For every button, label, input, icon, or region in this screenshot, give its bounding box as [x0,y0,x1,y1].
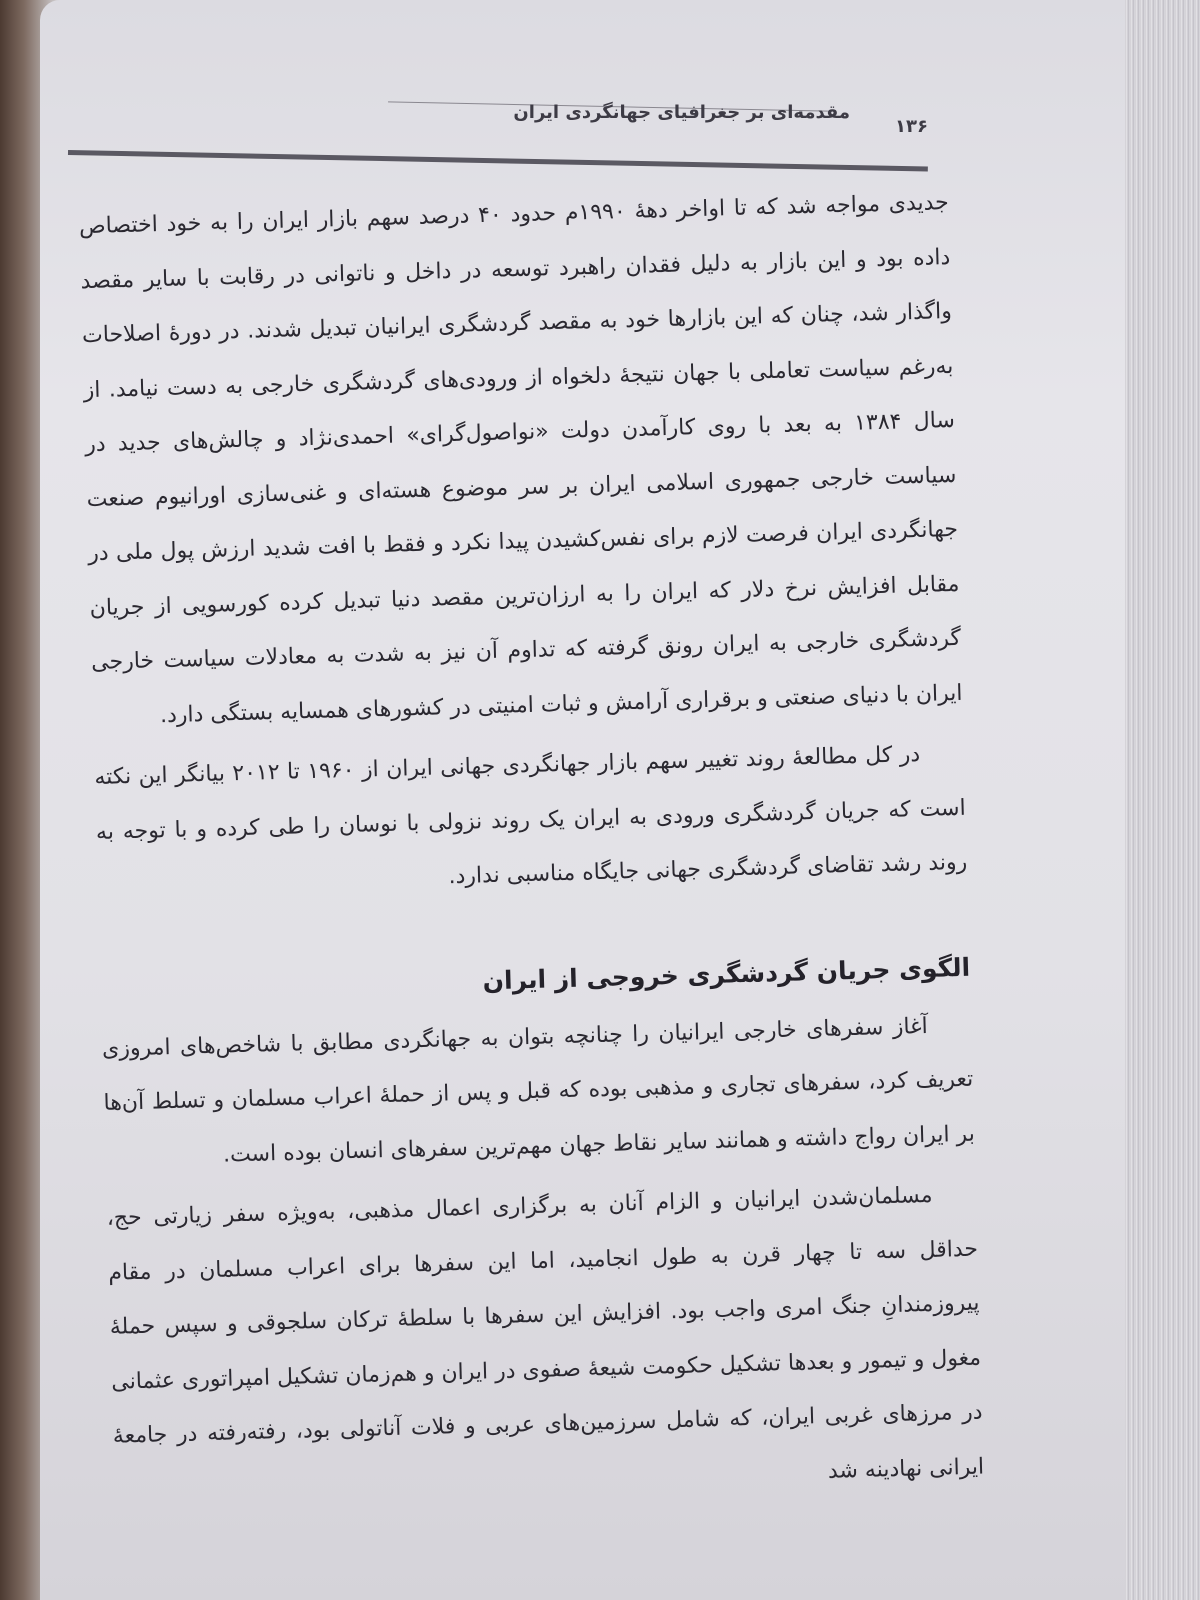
body-paragraph: جدیدی مواجه شد که تا اواخر دهۀ ۱۹۹۰م حدود ۴۰ درصد سهم بازار ایران را به خود اختصاص داده بود و این بازار به دلیل فقدان راهبرد توسعه در داخل و ناتوانی در رقابت با سایر مقصد واگذار شد، چنان که این بازارها خود به مقصد گردشگری ایرانیان تبدیل شدند. در دورۀ اصلاحات به‌رغم سیاست تعاملی با جهان نتیجۀ دلخواه از ورودی‌های گردشگری خارجی به دست نیامد. از سال ۱۳۸۴ به بعد با روی کارآمدن دولت «نواصول‌گرای» احمدی‌نژاد و چالش‌های جدید در سیاست خارجی جمهوری اسلامی ایران بر سر موضوع هسته‌ای و غنی‌سازی اورانیوم صنعت جهانگردی ایران فرصت لازم برای نفس‌کشیدن پیدا نکرد و فقط با افت شدید ارزش پول ملی در مقابل افزایش نرخ دلار که ایران را به ارزان‌ترین مقصد دنیا تبدیل کرده کورسویی از جریان گردشگری خارجی به ایران رونق گرفته که تداوم آن نیز به شدت به معادلات سیاست خارجی ایران با دنیای صنعتی و برقراری آرامش و ثبات امنیتی در کشورهای همسایه بستگی دارد. [78,189,963,728]
page-number: ۱۳۶ [895,116,928,137]
section-paragraph: مسلمان‌شدن ایرانیان و الزام آنان به برگزاری اعمال مذهبی، به‌ویژه سفر زیارتی حج، حداقل سه تا چهار قرن به طول انجامید، اما این سفرها برای اعراب مسلمان در مقام پیروزمندانِ جنگ امری واجب بود. افزایش این سفرها با سلطۀ ترکان سلجوقی و سپس حملۀ مغول و تیمور و بعدها تشکیل حکومت شیعۀ صفوی در ایران و هم‌زمان تشکیل امپراتوری عثمانی در مرزهای غربی ایران، که شامل سرزمین‌های عربی و فلات آناتولی بود، رفته‌رفته در جامعۀ ایرانی نهادینه شد [106,1182,985,1484]
body-paragraph: در کل مطالعۀ روند تغییر سهم بازار جهانگردی جهانی ایران از ۱۹۶۰ تا ۲۰۱۲ بیانگر این نکته است که جریان گردشگری ورودی به ایران یک روند نزولی با نوسان را طی کرده و با توجه به روند رشد تقاضای گردشگری جهانی جایگاه مناسبی ندارد. [94,742,968,890]
section-paragraph: آغاز سفرهای خارجی ایرانیان را چنانچه بتوان به جهانگردی مطابق با شاخص‌های امروزی تعریف کرد، سفرهای تجاری و مذهبی بوده که قبل و پس از حملۀ اعراب مسلمان و تسلط آن‌ها بر ایران رواج داشته و همانند سایر نقاط جهان مهم‌ترین سفرهای انسان بوده است. [101,1013,976,1168]
page-body [78,176,984,1519]
running-header-title: مقدمه‌ای بر جغرافیای جهانگردی ایران [513,102,850,123]
page-stack-edge [1125,0,1200,1600]
running-header [68,96,928,166]
section-heading: الگوی جریان گردشگری خروجی از ایران [482,952,971,995]
